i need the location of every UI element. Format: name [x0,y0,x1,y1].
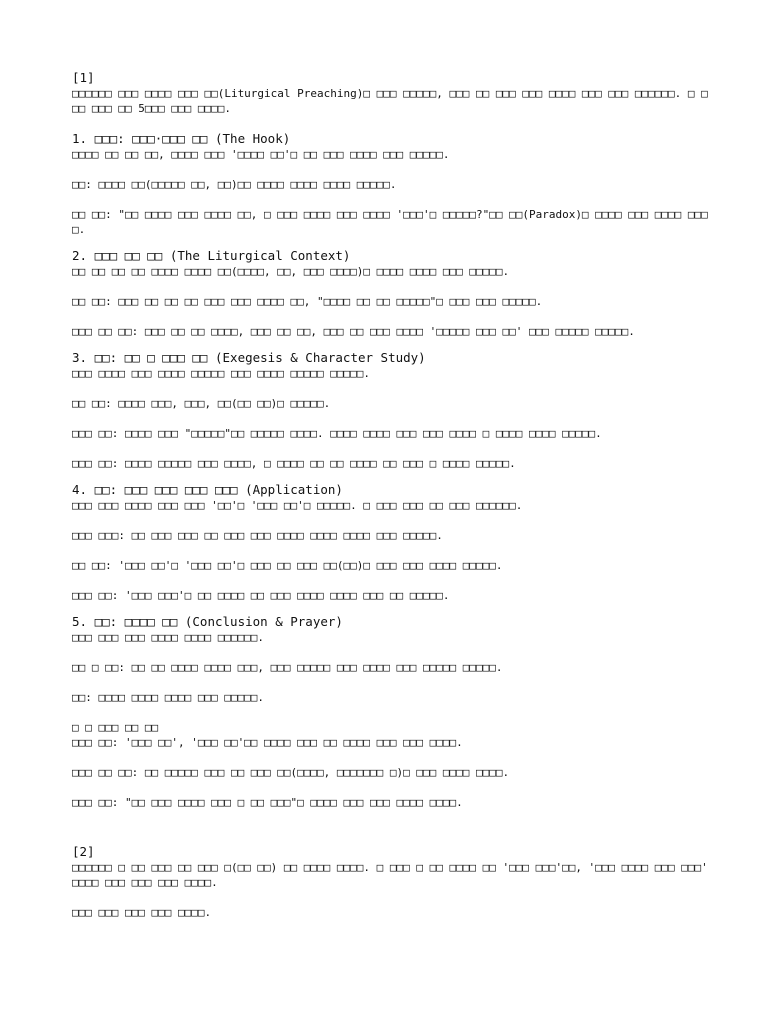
paragraph: □□□ □□: □□□□ □□□ "□□□□□"□□ □□□□□ □□□□. □□□□ □□□□ □□□ □□□ □□□□ □ □□□□ □□□□ □□□□□. [72,427,602,440]
paragraph: □□□ □□ □□: □□□ □□ □□ □□□□, □□□ □□ □□, □□□ □□ □□□ □□□□ '□□□□□ □□□ □□' □□□ □□□□□ □□□□□. [72,325,635,338]
document-body [72,70,715,920]
paragraph: □□ □□: □□□ □□ □□ □□ □□□ □□□ □□□□ □□, "□□□□ □□ □□ □□□□□"□ □□□ □□□ □□□□□. [72,295,543,308]
paragraph: □□□ □□: '□□□ □□', '□□□ □□'□□ □□□□ □□□ □□ □□□□ □□□ □□□ □□□□. [72,736,463,749]
heading-1: 1. □□□: □□□·□□□ □□ (The Hook) [72,131,291,146]
paragraph: □ □ □□□ □□ □□ [72,721,159,734]
intro-paragraph: □□□□□□ □□□ □□□□ □□□ □□(Liturgical Preaching)□ □□□ □□□□□, □□□ □□ □□□ □□□ □□□□ □□□ □□□ □□□□□□. □ □□□ □□□ □□ 5□□□ □□□ □□□□. [72,87,708,115]
paragraph: □□□ □□□□ □□□ □□□□ □□□□□ □□□ □□□□ □□□□□ □□□□□. [72,367,371,380]
section-label: [1] [72,70,95,85]
section-label: [2] [72,844,95,859]
paragraph: □□□ □□ □□: □□ □□□□□ □□□ □□ □□□ □□(□□□□, □□□□□□□ □)□ □□□ □□□□ □□□□. [72,766,510,779]
paragraph: □□□ □□: '□□□ □□□'□ □□ □□□□ □□ □□□ □□□□ □□□□ □□□ □□ □□□□□. [72,589,450,602]
paragraph: □□ □□ □□ □□ □□□□ □□□□ □□(□□□□, □□, □□□ □□□□)□ □□□□ □□□□ □□□ □□□□□. [72,265,510,278]
paragraph: □□□□□□ □ □□ □□□ □□ □□□ □(□□ □□) □□ □□□□ □□□□. □ □□□ □ □□ □□□□ □□ '□□□ □□□'□□, '□□□ □□□□ □□□ □□□' □□□□ □□□ □□□ □□□ □□□□. [72,861,715,889]
paragraph: □□ □□: '□□□ □□'□ '□□□ □□'□ □□□ □□ □□□ □□(□□)□ □□□ □□□ □□□□ □□□□□. [72,559,503,572]
paragraph: □□□ □□□ □□□ □□□□ □□□□ □□□□□□. [72,631,265,644]
paragraph: □□: □□□□ □□□□ □□□□ □□□ □□□□□. [72,691,265,704]
heading-5: 5. □□: □□□□ □□ (Conclusion & Prayer) [72,614,343,629]
paragraph: □□□ □□: "□□ □□□ □□□□ □□□ □ □□ □□□"□ □□□□ □□□ □□□ □□□□ □□□□. [72,796,463,809]
paragraph: □□□ □□: □□□□ □□□□□ □□□ □□□□, □ □□□□ □□ □□ □□□□ □□ □□□ □ □□□□ □□□□□. [72,457,516,470]
heading-4: 4. □□: □□□ □□□ □□□ □□□ (Application) [72,482,343,497]
heading-3: 3. □□: □□ □ □□□ □□ (Exegesis & Character Study) [72,350,426,365]
paragraph: □□□□ □□ □□ □□, □□□□ □□□ '□□□□ □□'□ □□ □□□ □□□□ □□□ □□□□□. [72,148,450,161]
paragraph: □□ □ □□: □□ □□ □□□□ □□□□ □□□, □□□ □□□□□ □□□ □□□□ □□□ □□□□□ □□□□□. [72,661,503,674]
paragraph: □□: □□□□ □□(□□□□□ □□, □□)□□ □□□□ □□□□ □□□□ □□□□□. [72,178,397,191]
paragraph: □□ □□: □□□□ □□□, □□□, □□(□□ □□)□ □□□□□. [72,397,331,410]
paragraph: □□□ □□□ □□□□ □□□ □□□ '□□'□ '□□□ □□'□ □□□□□. □ □□□ □□□ □□ □□□ □□□□□□. [72,499,523,512]
heading-2: 2. □□□ □□ □□ (The Liturgical Context) [72,248,351,263]
paragraph: □□ □□: "□□ □□□□ □□□ □□□□ □□, □ □□□ □□□□ □□□ □□□□ '□□□'□ □□□□□?"□□ □□(Paradox)□ □□□□ □□□ □□□□ □□□□. [72,208,708,236]
paragraph: □□□ □□□: □□ □□□ □□□ □□ □□□ □□□ □□□□ □□□□ □□□□ □□□ □□□□□. [72,529,443,542]
paragraph: □□□ □□□ □□□ □□□ □□□□. [72,906,212,919]
